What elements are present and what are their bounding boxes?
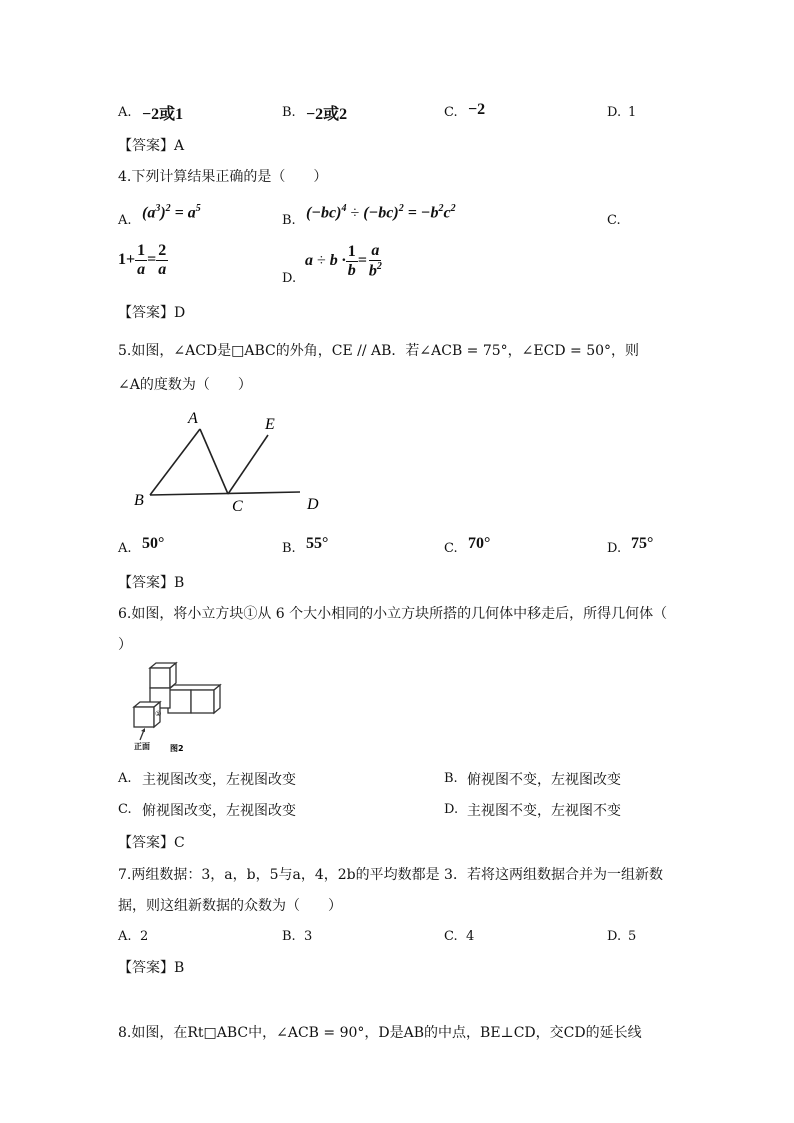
q5-option-c-text: 70° [468,535,491,552]
q6-answer: 【答案】C [118,835,185,851]
label-b: B [134,492,144,509]
segment-bd [150,492,300,495]
q3-option-a-letter: A. [118,105,132,120]
q6-option-c-letter: C. [118,802,132,817]
q7-option-d-text: 5 [628,929,637,944]
q3-option-d-letter: D. [607,105,622,120]
q4-option-a-formula: $(a^3)^2 = a^5$ [142,203,201,222]
cube-number-label: ① [155,710,162,718]
q4-option-d-letter: D. [282,271,297,286]
q7-option-c-letter: C. [444,929,458,944]
q4-stem: 4.下列计算结果正确的是（ ） [118,169,328,185]
q7-answer: 【答案】B [118,960,185,976]
q6-option-b-letter: B. [444,771,458,786]
q3-option-b-letter: B. [282,105,296,120]
q4-answer: 【答案】D [118,305,186,321]
front-arrow-head [141,728,145,732]
q3-option-c-text: −2 [468,101,486,118]
q3-option-a-text: −2或1 [142,106,184,123]
q4-option-c-formula: 1+ $\frac{1}{a}$ = $\frac{2}{a}$ [118,242,167,278]
q6-option-b-text: 俯视图不变，左视图改变 [467,772,621,788]
label-e: E [265,416,275,433]
q6-option-a-letter: A. [118,771,132,786]
q8-stem-line1: 8.如图，在Rt□ABC中，∠ACB = 90°，D是AB的中点，BE⊥CD，交CD的延长线 [118,1025,642,1041]
q6-stem-line1: 6.如图，将小立方块①从 6 个大小相同的小立方块所搭的几何体中移走后，所得几何体（ [118,606,668,622]
q7-option-b-letter: B. [282,929,296,944]
q4-option-c-text [118,236,125,237]
q7-option-c-text: 4 [466,929,475,944]
q7-option-a-text: 2 [140,929,149,944]
q6-option-d-letter: D. [444,802,459,817]
q5-stem-line1: 5.如图，∠ACD是□ABC的外角，CE // AB．若∠ACB = 75°，∠ECD = 50°，则 [118,343,640,359]
figure-caption: 图2 [170,744,184,753]
q6-cubes-figure [128,660,228,760]
q4-option-a-text [142,198,147,199]
label-d: D [307,496,319,513]
q3-option-d-text: 1 [628,105,637,120]
q5-option-b-letter: B. [282,541,296,556]
front-label: 正面 [134,742,150,751]
q5-stem-line2: ∠A的度数为（ ） [118,377,252,393]
segment-ba [150,429,200,495]
q4-option-a-letter: A. [118,213,132,228]
q4-option-b-letter: B. [282,213,296,228]
q5-answer: 【答案】B [118,575,185,591]
q3-answer: 【答案】A [118,138,185,154]
q5-triangle-figure [120,405,340,520]
q4-option-d-text [306,238,315,239]
q5-option-a-text: 50° [142,535,165,552]
q5-option-b-text: 55° [306,535,329,552]
q4-option-d-formula: a ÷ b · $\frac{1}{b}$ = $\frac{a}{b^2}$ [305,242,382,280]
q7-option-a-letter: A. [118,929,132,944]
q4-option-b-formula: $(-bc)^4 \div (-bc)^2 = -b^2c^2$ [306,203,456,222]
q6-option-c-text: 俯视图改变，左视图改变 [142,803,296,819]
q5-option-a-letter: A. [118,541,132,556]
q3-option-b-text: −2或2 [306,106,348,123]
q6-option-d-text: 主视图不变，左视图不变 [467,803,621,819]
q7-stem-line2: 据，则这组新数据的众数为（ ） [118,898,342,914]
q4-option-b-text [306,198,318,199]
q7-option-d-letter: D. [607,929,622,944]
segment-ce [228,435,268,494]
q5-option-d-text: 75° [631,535,654,552]
label-c: C [232,498,243,515]
label-a: A [188,410,198,427]
q5-option-d-letter: D. [607,541,622,556]
segment-ac [200,429,228,494]
q4-option-c-letter: C. [607,213,621,228]
q5-option-c-letter: C. [444,541,458,556]
q6-stem-line2: ） [118,637,132,653]
q7-stem-line1: 7.两组数据：3，a，b，5与a，4，2b的平均数都是 3．若将这两组数据合并为一组新数 [118,867,663,883]
q6-option-a-text: 主视图改变，左视图改变 [142,772,296,788]
q3-option-c-letter: C. [444,105,458,120]
q7-option-b-text: 3 [304,929,313,944]
